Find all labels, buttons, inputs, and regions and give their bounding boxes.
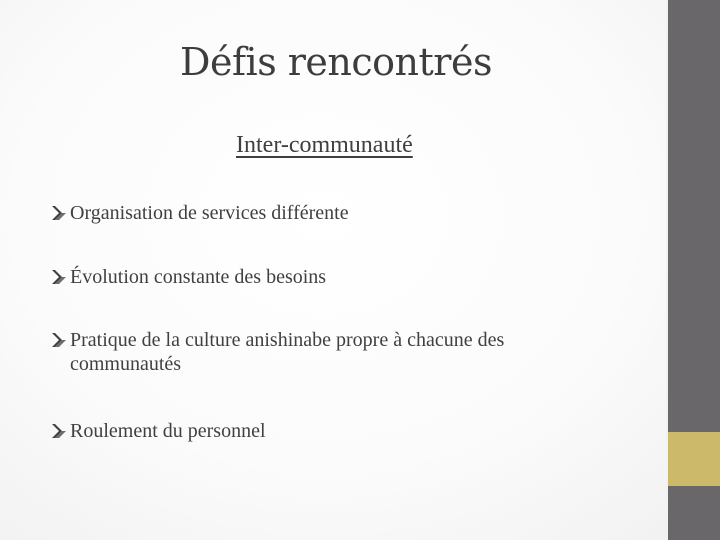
arrow-bullet-icon [50, 328, 70, 352]
arrow-bullet-icon [50, 201, 70, 225]
slide-subtitle: Inter-communauté [236, 132, 413, 158]
bullet-text: Évolution constante des besoins [70, 266, 327, 288]
arrow-bullet-icon [50, 419, 70, 443]
slide-title: Défis rencontrés [180, 40, 492, 84]
bullet-text: Organisation de services différente [70, 202, 349, 224]
bullet-item [50, 328, 570, 376]
bullet-text: Pratique de la culture anishinabe propre à chacune des communautés [70, 329, 505, 375]
bullet-item [50, 201, 650, 225]
bullet-item [50, 265, 650, 289]
decorative-sidebar [666, 0, 720, 540]
bullet-text: Roulement du personnel [70, 420, 266, 442]
arrow-bullet-icon [50, 265, 70, 289]
sidebar-accent-block [668, 432, 720, 486]
bullet-item [50, 419, 650, 443]
